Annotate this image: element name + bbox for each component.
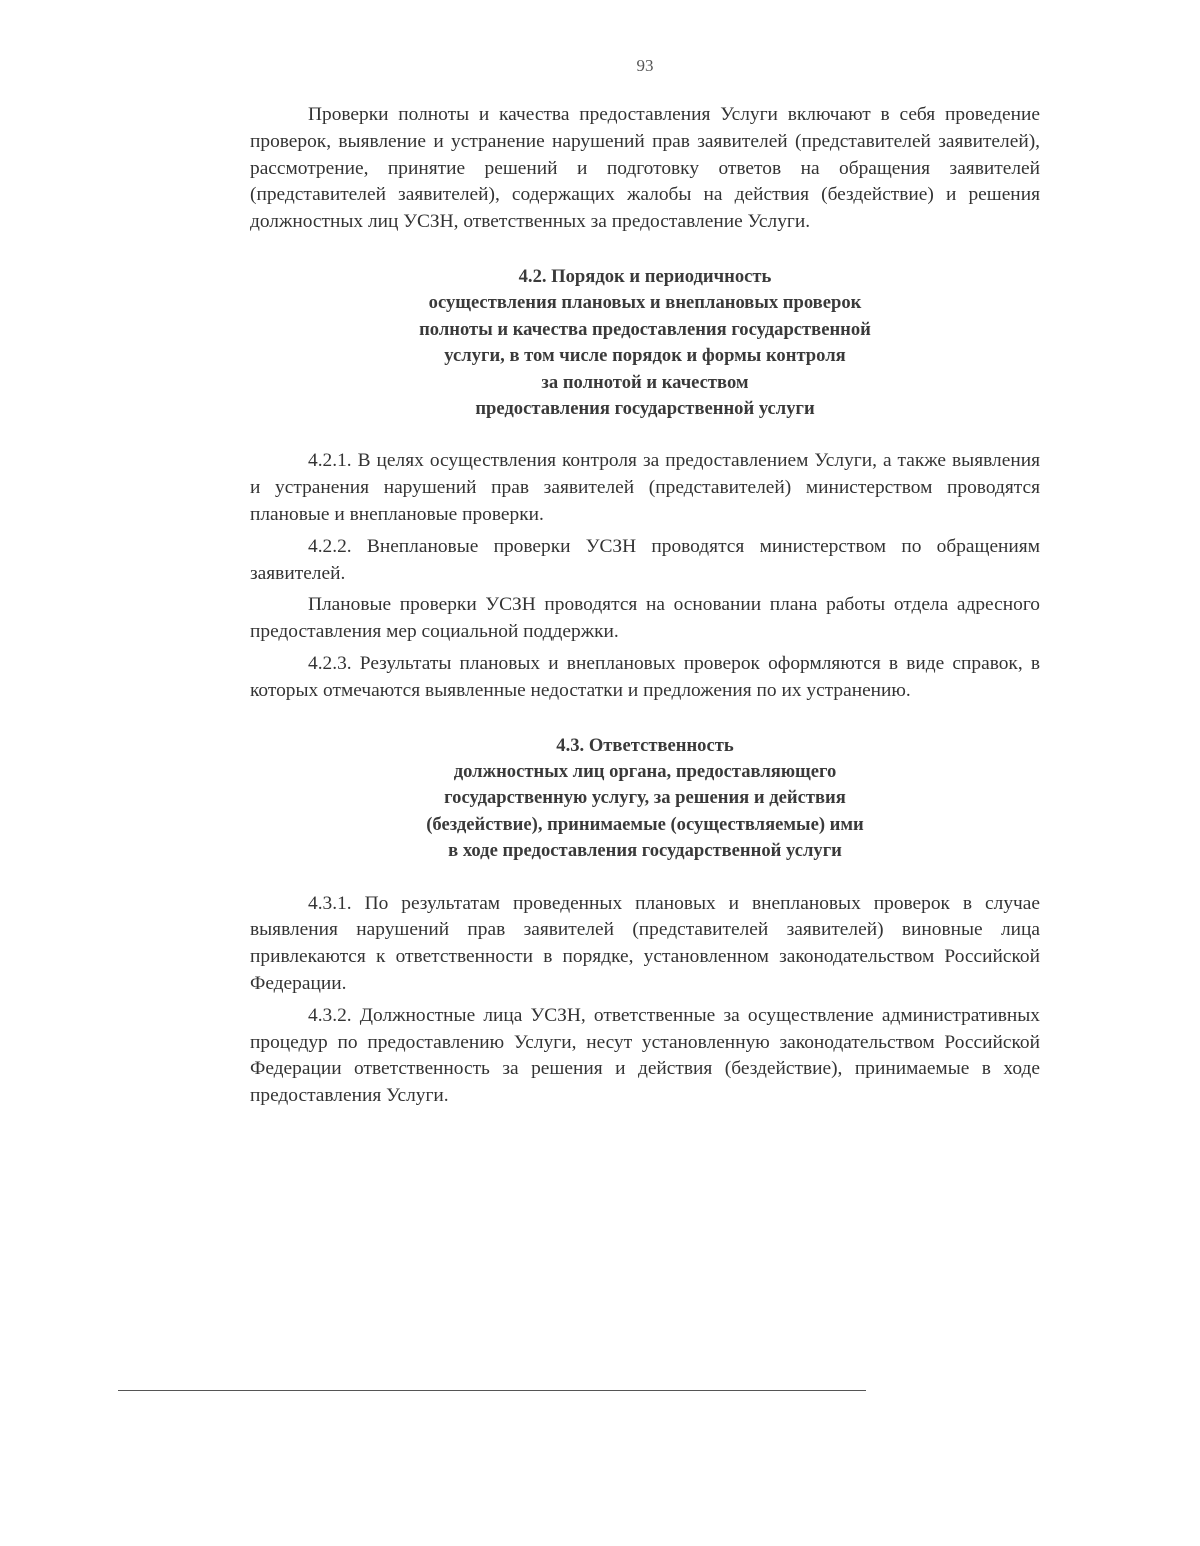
paragraph-4-2-1: 4.2.1. В целях осуществления контроля за предоставлением Услуги, а также выявления и устранения нарушений прав заявителей (представителей) министерством проводятся плановые и внеплановые проверки. bbox=[250, 450, 1040, 526]
paragraph-4-2-3: 4.2.3. Результаты плановых и внеплановых проверок оформляются в виде справок, в которых отмечаются выявленные недостатки и предложения по их устранению. bbox=[250, 653, 1040, 701]
paragraph-planned-checks: Плановые проверки УСЗН проводятся на основании плана работы отдела адресного предоставления мер социальной поддержки. bbox=[250, 594, 1040, 643]
paragraph-4-3-2: 4.3.2. Должностные лица УСЗН, ответственные за осуществление административных процедур по предоставлению Услуги, несут установленную законодательством Российской Федерации ответственность за решения и действия (бездействие), принимаемые в ходе предоставления Услуги. bbox=[250, 1004, 1040, 1107]
paragraph-intro: Проверки полноты и качества предоставления Услуги включают в себя проведение проверок, выявление и устранение нарушений прав заявителей (представителей заявителей), рассмотрение, принятие решений и подготовку ответов на обращения заявителей (представителей заявителей), содержащих жалобы на действия (бездействие) и решения должностных лиц УСЗН, ответственных за предоставление Услуги. bbox=[250, 104, 1040, 233]
heading-line: 4.3. Ответственность bbox=[556, 734, 734, 756]
heading-line: за полнотой и качеством bbox=[541, 371, 749, 393]
heading-line: предоставления государственной услуги bbox=[475, 398, 815, 420]
heading-line: (бездействие), принимаемые (осуществляемые) ими bbox=[426, 813, 864, 835]
heading-line: осуществления плановых и внеплановых проверок bbox=[428, 292, 862, 314]
paragraph-4-3-1: 4.3.1. По результатам проведенных плановых и внеплановых проверок в случае выявления нарушений прав заявителей (представителей заявителей) виновные лица привлекаются к ответственности в порядке, установленном законодательством Российской Федерации. bbox=[250, 892, 1040, 995]
document-body bbox=[250, 102, 1040, 1115]
heading-line: должностных лиц органа, предоставляющего bbox=[453, 761, 837, 782]
heading-line: 4.2. Порядок и периодичность bbox=[518, 265, 772, 287]
bottom-rule bbox=[118, 1390, 866, 1391]
heading-line: услуги, в том числе порядок и формы контроля bbox=[444, 345, 846, 367]
heading-line: государственную услугу, за решения и действия bbox=[444, 787, 846, 809]
heading-line: полноты и качества предоставления государственной bbox=[419, 318, 871, 340]
section-heading-4-3 bbox=[250, 733, 1040, 865]
page-number: 93 bbox=[636, 56, 654, 75]
section-heading-4-2 bbox=[250, 264, 1040, 422]
heading-line: в ходе предоставления государственной услуги bbox=[448, 840, 842, 862]
paragraph-4-2-2: 4.2.2. Внеплановые проверки УСЗН проводятся министерством по обращениям заявителей. bbox=[250, 535, 1040, 584]
